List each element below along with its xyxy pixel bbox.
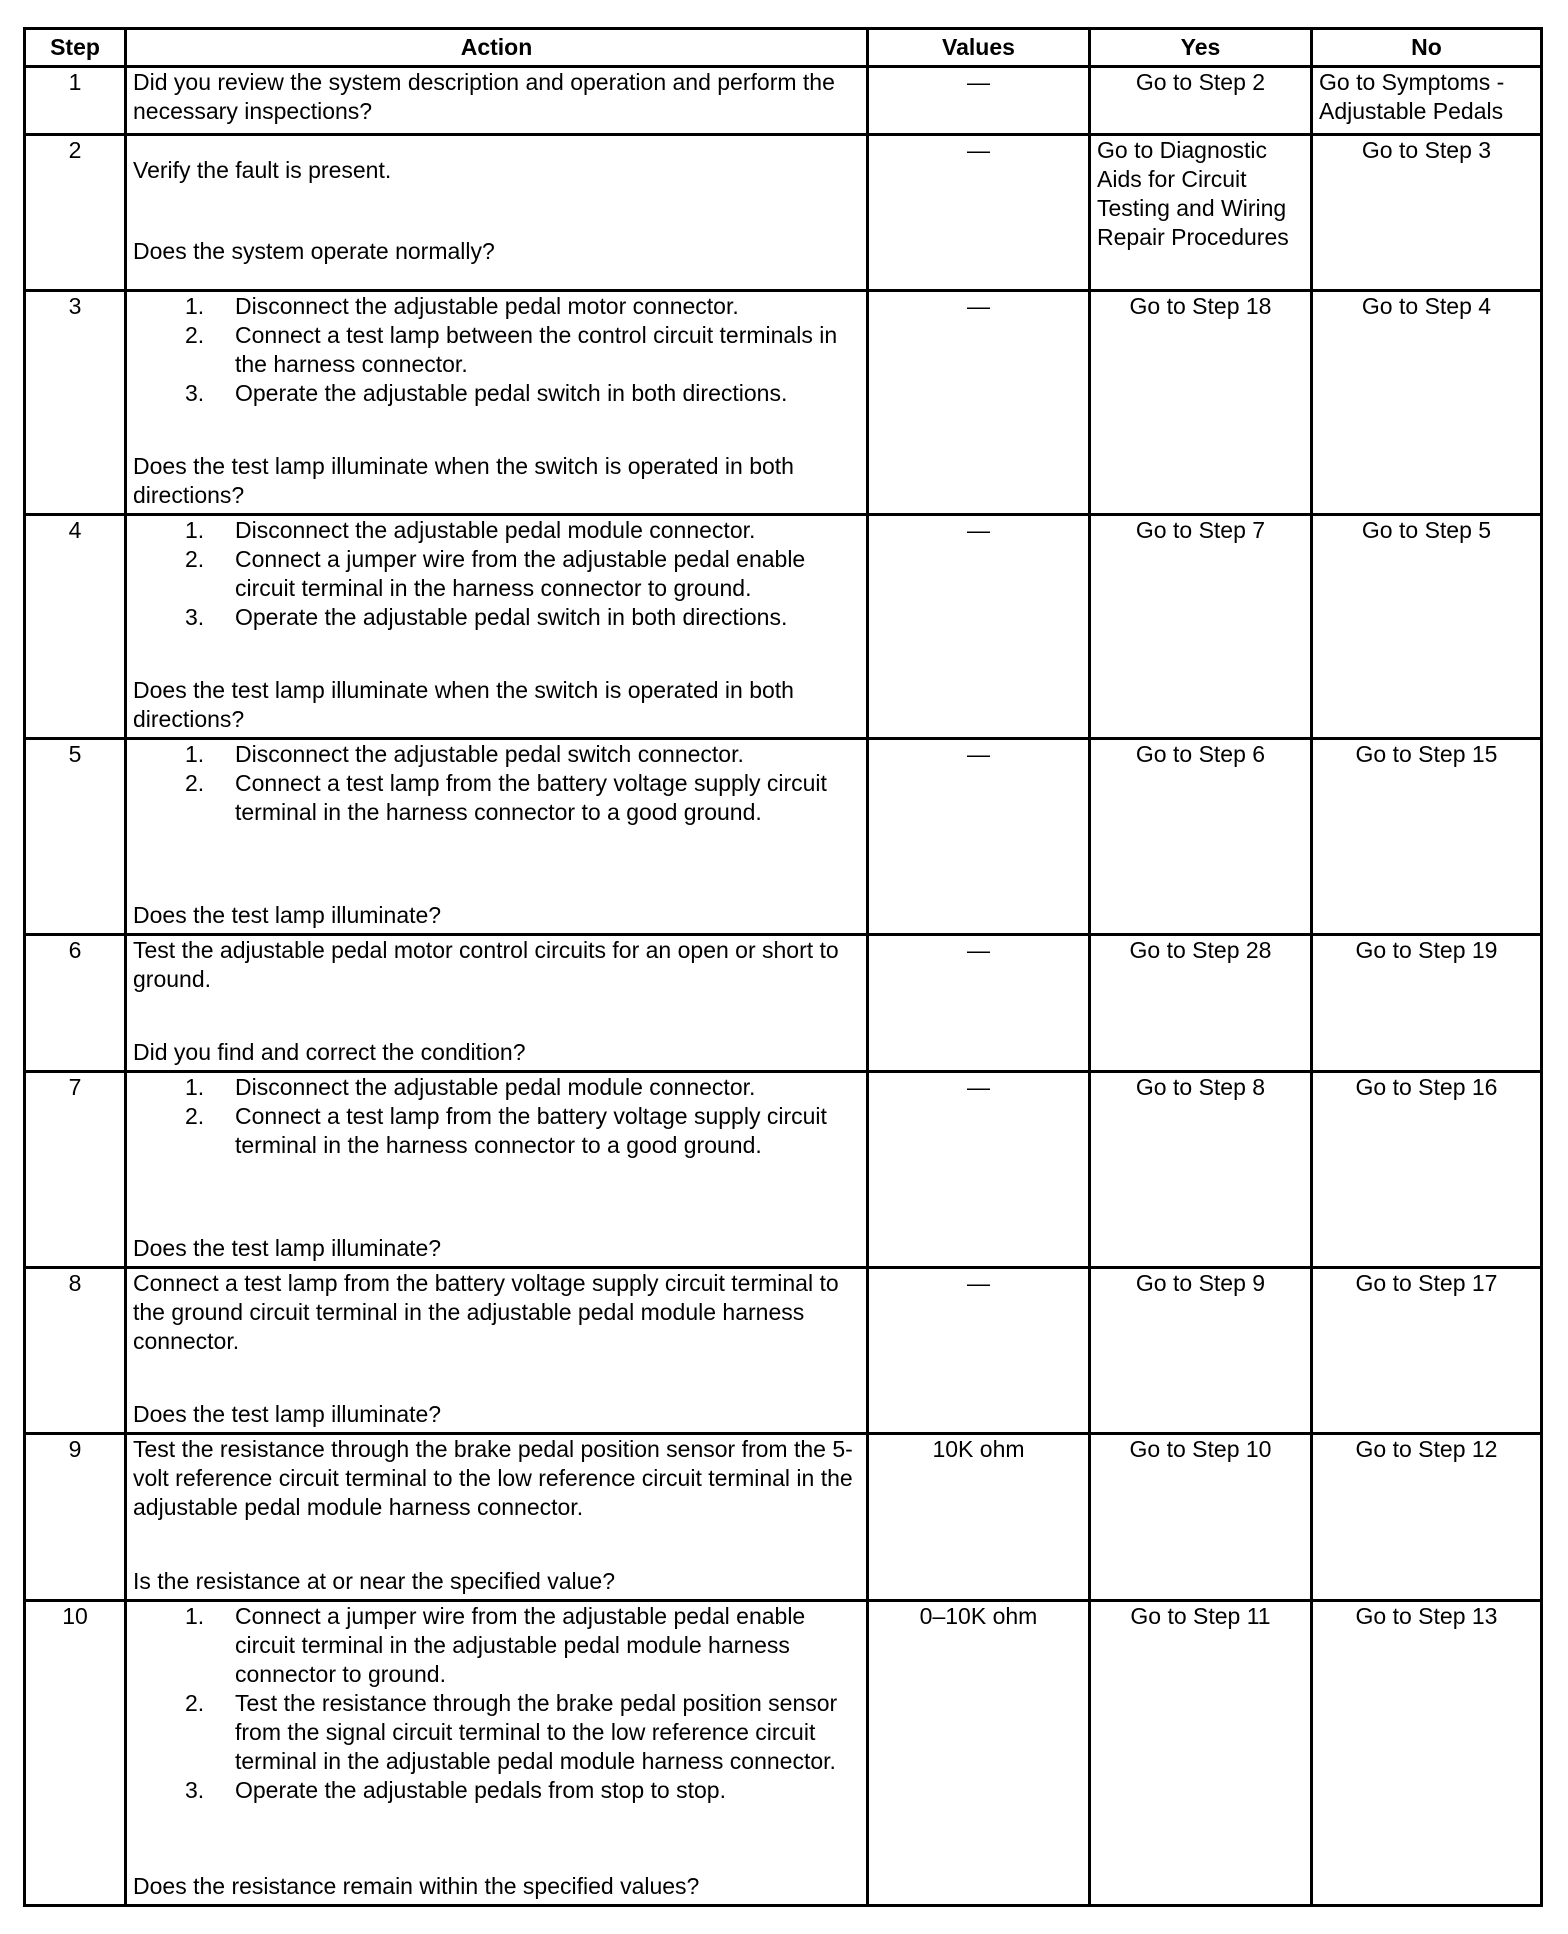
action-cell bbox=[126, 1434, 868, 1601]
action-cell bbox=[126, 1072, 868, 1268]
action-question: Does the test lamp illuminate when the switch is operated in both directions? bbox=[133, 677, 794, 732]
action-question: Did you find and correct the condition? bbox=[133, 1039, 526, 1065]
no-result: Go to Step 5 bbox=[1312, 515, 1542, 739]
no-result: Go to Step 19 bbox=[1312, 935, 1542, 1072]
action-step-text: Operate the adjustable pedals from stop to stop. bbox=[235, 1777, 726, 1803]
action-question: Does the system operate normally? bbox=[133, 238, 495, 264]
step-number: 6 bbox=[25, 935, 126, 1072]
yes-result: Go to Step 2 bbox=[1090, 67, 1312, 135]
action-top bbox=[133, 1435, 860, 1522]
action-cell bbox=[126, 135, 868, 291]
action-step-number: 1. bbox=[185, 741, 205, 767]
action-cell bbox=[126, 1268, 868, 1434]
yes-result: Go to Step 11 bbox=[1090, 1601, 1312, 1906]
action-cell bbox=[126, 935, 868, 1072]
action-step-text: Connect a test lamp between the control circuit terminals in the harness connector. bbox=[235, 322, 838, 377]
table-body bbox=[25, 67, 1542, 1906]
value-cell: 0–10K ohm bbox=[868, 1601, 1090, 1906]
action-top bbox=[133, 1073, 860, 1160]
no-result: Go to Step 13 bbox=[1312, 1601, 1542, 1906]
action-steps-list bbox=[133, 1602, 860, 1805]
action-question: Does the test lamp illuminate? bbox=[133, 902, 442, 928]
step-number: 8 bbox=[25, 1268, 126, 1434]
action-content bbox=[133, 68, 860, 130]
header-values: Values bbox=[868, 29, 1090, 67]
action-step-item bbox=[133, 321, 860, 379]
action-top bbox=[133, 740, 860, 827]
action-steps-list bbox=[133, 1073, 860, 1160]
table-row bbox=[25, 935, 1542, 1072]
action-steps-list bbox=[133, 292, 860, 408]
action-step-item bbox=[133, 603, 860, 632]
action-step-item bbox=[133, 769, 860, 827]
header-no: No bbox=[1312, 29, 1542, 67]
action-step-item bbox=[133, 1602, 860, 1689]
step-number: 3 bbox=[25, 291, 126, 515]
action-top bbox=[133, 1602, 860, 1805]
action-step-number: 1. bbox=[185, 293, 205, 319]
action-step-text: Connect a test lamp from the battery voltage supply circuit terminal in the harness connector to a good ground. bbox=[235, 770, 827, 825]
step-number: 5 bbox=[25, 739, 126, 935]
action-cell bbox=[126, 515, 868, 739]
yes-result: Go to Step 10 bbox=[1090, 1434, 1312, 1601]
no-result: Go to Step 15 bbox=[1312, 739, 1542, 935]
table-row bbox=[25, 135, 1542, 291]
action-step-number: 3. bbox=[185, 380, 205, 406]
no-result: Go to Symptoms - Adjustable Pedals bbox=[1312, 67, 1542, 135]
action-top bbox=[133, 1269, 860, 1356]
action-step-number: 2. bbox=[185, 322, 205, 348]
action-step-number: 2. bbox=[185, 546, 205, 572]
action-content bbox=[133, 1073, 860, 1263]
action-step-item bbox=[133, 740, 860, 769]
value-cell: — bbox=[868, 67, 1090, 135]
action-step-number: 2. bbox=[185, 1690, 205, 1716]
table-row bbox=[25, 1601, 1542, 1906]
action-step-number: 1. bbox=[185, 1603, 205, 1629]
action-steps-list bbox=[133, 516, 860, 632]
action-instruction: Verify the fault is present. bbox=[133, 157, 392, 183]
value-cell: — bbox=[868, 935, 1090, 1072]
action-cell bbox=[126, 67, 868, 135]
action-instruction: Test the resistance through the brake pedal position sensor from the 5-volt reference circuit terminal to the low reference circuit terminal in the adjustable pedal module harness connector. bbox=[133, 1436, 853, 1520]
action-step-number: 2. bbox=[185, 1103, 205, 1129]
action-step-item bbox=[133, 1689, 860, 1776]
action-step-number: 3. bbox=[185, 1777, 205, 1803]
action-cell bbox=[126, 739, 868, 935]
action-instruction: Test the adjustable pedal motor control circuits for an open or short to ground. bbox=[133, 937, 839, 992]
action-content bbox=[133, 740, 860, 930]
action-top bbox=[133, 136, 860, 185]
action-step-number: 2. bbox=[185, 770, 205, 796]
action-step-number: 3. bbox=[185, 604, 205, 630]
step-number: 1 bbox=[25, 67, 126, 135]
action-content bbox=[133, 292, 860, 510]
yes-result: Go to Step 18 bbox=[1090, 291, 1312, 515]
table-row bbox=[25, 67, 1542, 135]
value-cell: — bbox=[868, 135, 1090, 291]
action-instruction: Did you review the system description and operation and perform the necessary inspections? bbox=[133, 69, 835, 124]
header-step: Step bbox=[25, 29, 126, 67]
step-number: 9 bbox=[25, 1434, 126, 1601]
action-question: Is the resistance at or near the specified value? bbox=[133, 1568, 616, 1594]
action-step-text: Operate the adjustable pedal switch in both directions. bbox=[235, 604, 788, 630]
value-cell: — bbox=[868, 515, 1090, 739]
no-result: Go to Step 17 bbox=[1312, 1268, 1542, 1434]
action-step-text: Connect a jumper wire from the adjustable pedal enable circuit terminal in the harness connector to ground. bbox=[235, 546, 806, 601]
action-instruction: Connect a test lamp from the battery voltage supply circuit terminal to the ground circuit terminal in the adjustable pedal module harness connector. bbox=[133, 1270, 839, 1354]
action-content bbox=[133, 136, 860, 286]
action-cell bbox=[126, 1601, 868, 1906]
action-content bbox=[133, 1602, 860, 1901]
no-result: Go to Step 4 bbox=[1312, 291, 1542, 515]
action-content bbox=[133, 1269, 860, 1429]
value-cell: — bbox=[868, 1072, 1090, 1268]
value-cell: 10K ohm bbox=[868, 1434, 1090, 1601]
yes-result: Go to Step 7 bbox=[1090, 515, 1312, 739]
action-step-text: Connect a test lamp from the battery voltage supply circuit terminal in the harness connector to a good ground. bbox=[235, 1103, 827, 1158]
action-cell bbox=[126, 291, 868, 515]
action-step-text: Disconnect the adjustable pedal motor connector. bbox=[235, 293, 739, 319]
table-row bbox=[25, 739, 1542, 935]
action-step-item bbox=[133, 1102, 860, 1160]
no-result: Go to Step 3 bbox=[1312, 135, 1542, 291]
table-row bbox=[25, 1072, 1542, 1268]
action-question: Does the test lamp illuminate when the switch is operated in both directions? bbox=[133, 453, 794, 508]
step-number: 10 bbox=[25, 1601, 126, 1906]
yes-result: Go to Step 8 bbox=[1090, 1072, 1312, 1268]
value-cell: — bbox=[868, 1268, 1090, 1434]
action-question: Does the test lamp illuminate? bbox=[133, 1401, 442, 1427]
no-result: Go to Step 16 bbox=[1312, 1072, 1542, 1268]
action-top bbox=[133, 68, 860, 126]
action-step-item bbox=[133, 1776, 860, 1805]
action-top bbox=[133, 936, 860, 994]
action-step-text: Disconnect the adjustable pedal switch connector. bbox=[235, 741, 744, 767]
table-row bbox=[25, 1434, 1542, 1601]
action-step-text: Disconnect the adjustable pedal module connector. bbox=[235, 1074, 756, 1100]
yes-result: Go to Step 28 bbox=[1090, 935, 1312, 1072]
action-question: Does the test lamp illuminate? bbox=[133, 1235, 442, 1261]
table-row bbox=[25, 515, 1542, 739]
yes-result: Go to Diagnostic Aids for Circuit Testing and Wiring Repair Procedures bbox=[1090, 135, 1312, 291]
action-step-text: Test the resistance through the brake pedal position sensor from the signal circuit terminal to the low reference circuit terminal in the adjustable pedal module harness connector. bbox=[235, 1690, 838, 1774]
action-step-item bbox=[133, 292, 860, 321]
yes-result: Go to Step 6 bbox=[1090, 739, 1312, 935]
diagnostic-table bbox=[23, 27, 1543, 1907]
header-action: Action bbox=[126, 29, 868, 67]
action-step-text: Operate the adjustable pedal switch in both directions. bbox=[235, 380, 788, 406]
no-result: Go to Step 12 bbox=[1312, 1434, 1542, 1601]
action-step-number: 1. bbox=[185, 517, 205, 543]
action-content bbox=[133, 1435, 860, 1596]
yes-result: Go to Step 9 bbox=[1090, 1268, 1312, 1434]
table-row bbox=[25, 1268, 1542, 1434]
action-top bbox=[133, 292, 860, 408]
value-cell: — bbox=[868, 291, 1090, 515]
action-content bbox=[133, 936, 860, 1067]
header-yes: Yes bbox=[1090, 29, 1312, 67]
action-step-number: 1. bbox=[185, 1074, 205, 1100]
action-steps-list bbox=[133, 740, 860, 827]
step-number: 4 bbox=[25, 515, 126, 739]
action-content bbox=[133, 516, 860, 734]
action-step-item bbox=[133, 379, 860, 408]
table-row bbox=[25, 291, 1542, 515]
value-cell: — bbox=[868, 739, 1090, 935]
action-step-item bbox=[133, 516, 860, 545]
step-number: 2 bbox=[25, 135, 126, 291]
action-step-item bbox=[133, 545, 860, 603]
header-row bbox=[25, 29, 1542, 67]
action-step-text: Connect a jumper wire from the adjustable pedal enable circuit terminal in the adjustable pedal module harness connector to ground. bbox=[235, 1603, 806, 1687]
action-question: Does the resistance remain within the specified values? bbox=[133, 1873, 700, 1899]
step-number: 7 bbox=[25, 1072, 126, 1268]
action-step-item bbox=[133, 1073, 860, 1102]
action-step-text: Disconnect the adjustable pedal module connector. bbox=[235, 517, 756, 543]
action-top bbox=[133, 516, 860, 632]
